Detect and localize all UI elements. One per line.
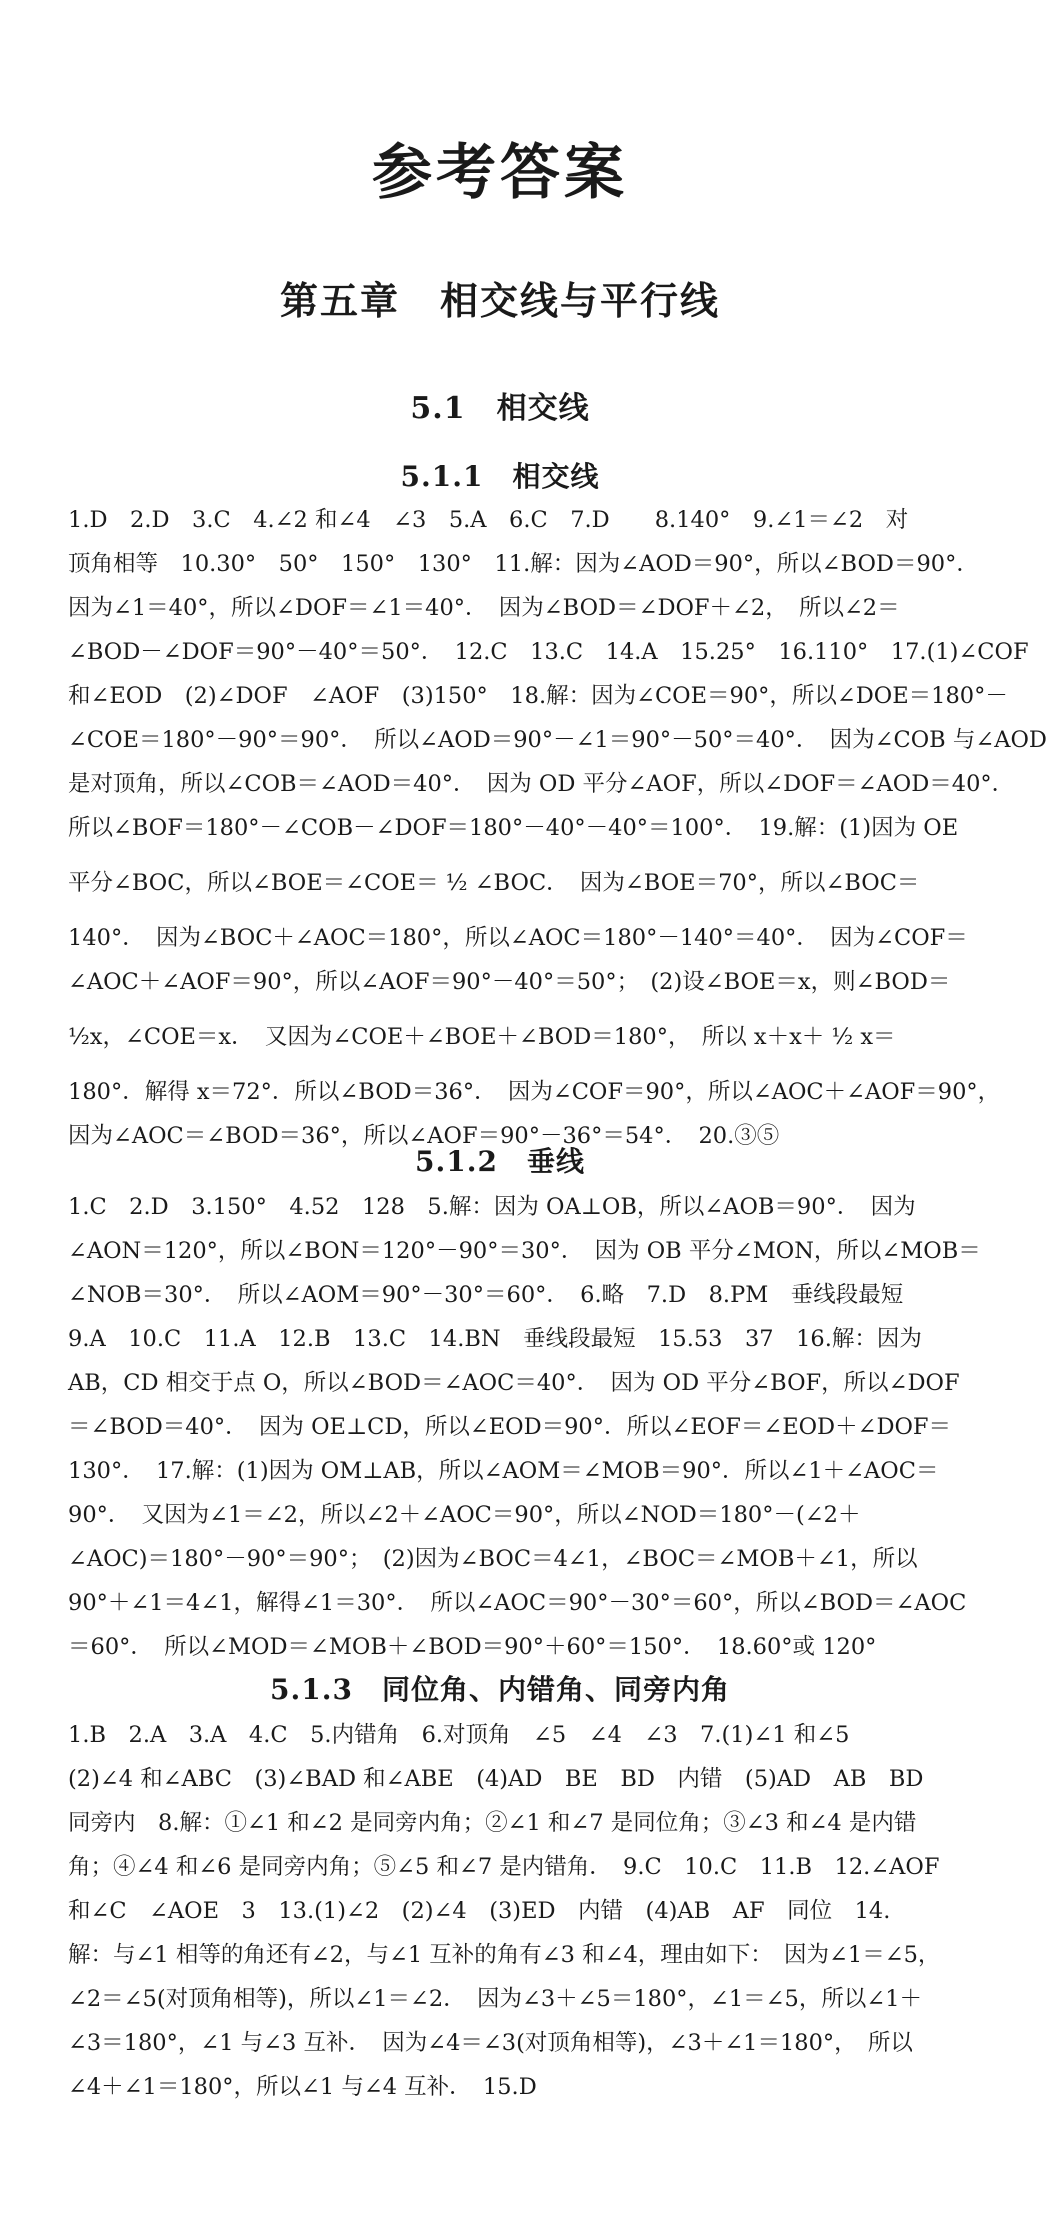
answer-line: ∠AOC＋∠AOF＝90°，所以∠AOF＝90°－40°＝50°； (2)设∠BOE＝x，则∠BOD＝ <box>68 969 951 995</box>
answer-line: 1.B 2.A 3.A 4.C 5.内错角 6.对顶角 ∠5 ∠4 ∠3 7.(1)∠1 和∠5 <box>68 1722 850 1748</box>
answer-line: 平分∠BOC，所以∠BOE＝∠COE＝ ½ ∠BOC． 因为∠BOE＝70°，所以∠BOC＝ <box>68 870 920 896</box>
answer-line: 顶角相等 10.30° 50° 150° 130° 11.解：因为∠AOD＝90°，所以∠BOD＝90°． <box>68 551 979 577</box>
answer-line: 因为∠AOC＝∠BOD＝36°，所以∠AOF＝90°－36°＝54°． 20.③⑤ <box>68 1123 780 1149</box>
answer-line: 和∠C ∠AOE 3 13.(1)∠2 (2)∠4 (3)ED 内错 (4)AB AF 同位 14. <box>68 1898 891 1924</box>
answer-line: 1.C 2.D 3.150° 4.52 128 5.解：因为 OA⊥OB，所以∠AOB＝90°． 因为 <box>68 1194 916 1220</box>
answer-line: ＝60°． 所以∠MOD＝∠MOB＋∠BOD＝90°＋60°＝150°． 18.60°或 120° <box>68 1634 877 1660</box>
answer-line: 是对顶角，所以∠COB＝∠AOD＝40°． 因为 OD 平分∠AOF，所以∠DOF＝∠AOD＝40°． <box>68 771 1015 797</box>
answer-line: 140°． 因为∠BOC＋∠AOC＝180°，所以∠AOC＝180°－140°＝40°． 因为∠COF＝ <box>68 925 968 951</box>
answer-line: 130°． 17.解：(1)因为 OM⊥AB，所以∠AOM＝∠MOB＝90°．所以∠1＋∠AOC＝ <box>68 1458 939 1484</box>
answer-line: 9.A 10.C 11.A 12.B 13.C 14.BN 垂线段最短 15.53 37 16.解：因为 <box>68 1326 922 1352</box>
answer-line: (2)∠4 和∠ABC (3)∠BAD 和∠ABE (4)AD BE BD 内错 (5)AD AB BD <box>68 1766 924 1792</box>
answer-line: ∠AOC)＝180°－90°＝90°； (2)因为∠BOC＝4∠1，∠BOC＝∠MOB＋∠1，所以 <box>68 1546 918 1572</box>
answer-line: 90°． 又因为∠1＝∠2，所以∠2＋∠AOC＝90°，所以∠NOD＝180°－(∠2＋ <box>68 1502 861 1528</box>
answer-line: 因为∠1＝40°，所以∠DOF＝∠1＝40°． 因为∠BOD＝∠DOF＋∠2， 所以∠2＝ <box>68 595 900 621</box>
answer-line: ∠3＝180°，∠1 与∠3 互补． 因为∠4＝∠3(对顶角相等)，∠3＋∠1＝180°， 所以 <box>68 2030 913 2056</box>
answer-line: 所以∠BOF＝180°－∠COB－∠DOF＝180°－40°－40°＝100°． 19.解：(1)因为 OE <box>68 815 959 841</box>
answer-line: 同旁内 8.解：①∠1 和∠2 是同旁内角；②∠1 和∠7 是同位角；③∠3 和∠4 是内错 <box>68 1810 917 1836</box>
answer-line: ∠NOB＝30°． 所以∠AOM＝90°－30°＝60°． 6.略 7.D 8.PM 垂线段最短 <box>68 1282 904 1308</box>
answer-line: ½x，∠COE＝x． 又因为∠COE＋∠BOE＋∠BOD＝180°， 所以 x＋x＋ ½ x＝ <box>68 1024 896 1050</box>
subsection-heading-5-1-1: 5.1.1 相交线 <box>400 460 600 493</box>
answer-line: ∠COE＝180°－90°＝90°． 所以∠AOD＝90°－∠1＝90°－50°＝40°． 因为∠COB 与∠AOD <box>68 727 1047 753</box>
answer-line: 180°．解得 x＝72°．所以∠BOD＝36°． 因为∠COF＝90°，所以∠AOC＋∠AOF＝90°， <box>68 1079 1001 1105</box>
answer-line: 90°＋∠1＝4∠1，解得∠1＝30°． 所以∠AOC＝90°－30°＝60°，所以∠BOD＝∠AOC <box>68 1590 967 1616</box>
answer-line: 和∠EOD (2)∠DOF ∠AOF (3)150° 18.解：因为∠COE＝90°，所以∠DOE＝180°－ <box>68 683 1008 709</box>
answer-line: ∠BOD－∠DOF＝90°－40°＝50°． 12.C 13.C 14.A 15.25° 16.110° 17.(1)∠COF <box>68 639 1029 665</box>
chapter-title: 第五章 相交线与平行线 <box>279 278 720 323</box>
answer-line: 角；④∠4 和∠6 是同旁内角；⑤∠5 和∠7 是内错角． 9.C 10.C 11.B 12.∠AOF <box>68 1854 940 1880</box>
answer-line: ∠4＋∠1＝180°，所以∠1 与∠4 互补． 15.D <box>68 2074 537 2100</box>
document-title: 参考答案 <box>372 138 628 208</box>
subsection-heading-5-1-3: 5.1.3 同位角、内错角、同旁内角 <box>270 1673 730 1706</box>
answer-line: AB，CD 相交于点 O，所以∠BOD＝∠AOC＝40°． 因为 OD 平分∠BOF，所以∠DOF <box>68 1370 960 1396</box>
answer-line: ＝∠BOD＝40°． 因为 OE⊥CD，所以∠EOD＝90°．所以∠EOF＝∠EOD＋∠DOF＝ <box>68 1414 952 1440</box>
answer-line: 1.D 2.D 3.C 4.∠2 和∠4 ∠3 5.A 6.C 7.D 8.140° 9.∠1＝∠2 对 <box>68 507 909 533</box>
section-heading-5-1: 5.1 相交线 <box>410 391 590 426</box>
answer-line: 解：与∠1 相等的角还有∠2，与∠1 互补的角有∠3 和∠4，理由如下： 因为∠1＝∠5， <box>68 1942 941 1968</box>
answer-line: ∠2＝∠5(对顶角相等)，所以∠1＝∠2． 因为∠3＋∠5＝180°，∠1＝∠5，所以∠1＋ <box>68 1986 923 2012</box>
subsection-heading-5-1-2: 5.1.2 垂线 <box>415 1145 585 1178</box>
answer-line: ∠AON＝120°，所以∠BON＝120°－90°＝30°． 因为 OB 平分∠MON，所以∠MOB＝ <box>68 1238 981 1264</box>
